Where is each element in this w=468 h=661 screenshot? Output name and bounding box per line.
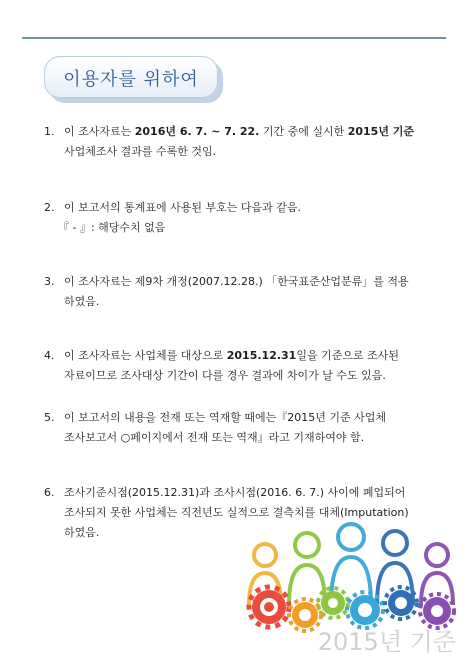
notice-item-3 xyxy=(44,272,434,312)
item-line: 자료이므로 조사대상 기간이 다를 경우 결과에 차이가 날 수도 있음. xyxy=(64,369,386,382)
item-number: 3. xyxy=(44,275,55,288)
item-line: 이 조사자료는 사업체를 대상으로 2015.12.31일을 기준으로 조사된 xyxy=(64,349,399,362)
section-title-box xyxy=(44,56,218,98)
notice-item-5 xyxy=(44,408,434,448)
header-rule xyxy=(22,37,446,39)
page-title: 이용자를 위하여 xyxy=(63,69,199,90)
item-line: 조사기준시점(2015.12.31)과 조사시점(2016. 6. 7.) 사이에 폐업되어 xyxy=(64,486,406,499)
item-line: 하였음. xyxy=(64,526,100,539)
item-number: 5. xyxy=(44,411,55,424)
item-line: 이 조사자료는 제9차 개정(2007.12.28.) 「한국표준산업분류」를 적용 xyxy=(64,275,409,288)
people-gears-illustration xyxy=(245,515,465,635)
notice-item-2 xyxy=(44,198,434,238)
notice-item-1 xyxy=(44,122,434,162)
item-number: 1. xyxy=(44,125,55,138)
item-number: 2. xyxy=(44,201,55,214)
item-line: 조사되지 못한 사업체는 직전년도 실적으로 결측치를 대체(Imputation) xyxy=(64,506,409,519)
item-line: 이 보고서의 내용을 전재 또는 역재할 때에는『2015년 기준 사업체 xyxy=(64,411,386,424)
item-number: 6. xyxy=(44,486,55,499)
item-line: 『 - 』: 해당수치 없음 xyxy=(58,221,166,234)
item-number: 4. xyxy=(44,349,55,362)
item-line: 이 조사자료는 2016년 6. 7. ~ 7. 22. 기간 중에 실시한 2015년 기준 xyxy=(64,125,415,138)
notice-item-4 xyxy=(44,346,434,386)
item-line: 조사보고서 ○페이지에서 전재 또는 역재』라고 기재하여야 함. xyxy=(64,431,365,444)
footer-year-label: 2015년 기준 xyxy=(317,628,456,656)
people-icon xyxy=(249,524,453,605)
item-line: 이 보고서의 통계표에 사용된 부호는 다음과 같음. xyxy=(64,201,301,214)
item-line: 하였음. xyxy=(64,295,100,308)
item-line: 사업체조사 결과를 수록한 것임. xyxy=(64,145,217,158)
